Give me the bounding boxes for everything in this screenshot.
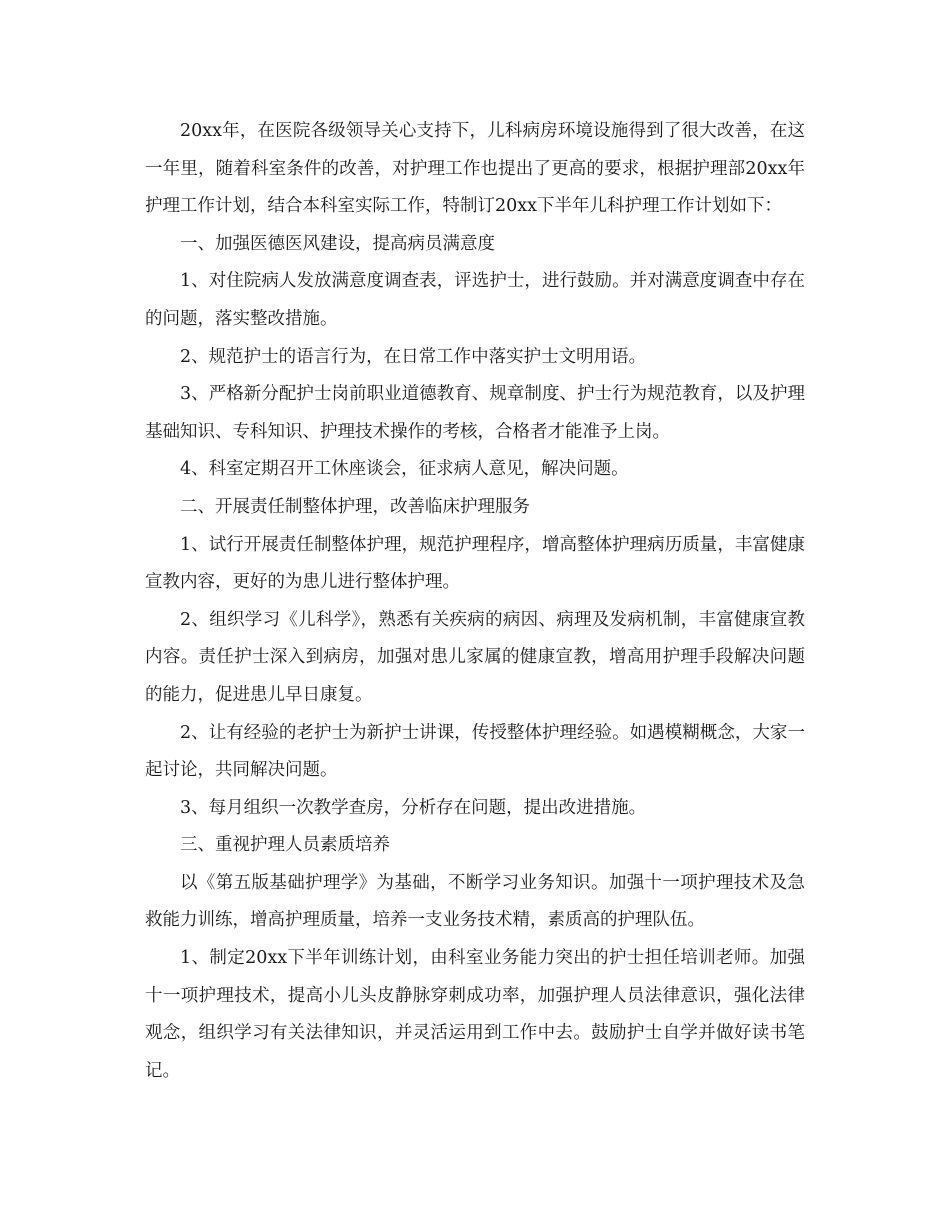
section-heading-2: 二、开展责任制整体护理，改善临床护理服务 [180,496,530,517]
body-paragraph: 3、每月组织一次教学查房，分析存在问题，提出改进措施。 [180,797,647,818]
section-heading-1: 一、加强医德医风建设，提高病员满意度 [180,233,495,254]
body-paragraph: 以《第五版基础护理学》为基础，不断学习业务知识。加强十一项护理技术及急救能力训练，增高护理质量，培养一支业务技术精，素质高的护理队伍。 [145,872,805,931]
body-paragraph: 2、让有经验的老护士为新护士讲课，传授整体护理经验。如遇模糊概念，大家一起讨论，共同解决问题。 [145,722,805,781]
body-paragraph: 1、试行开展责任制整体护理，规范护理程序，增高整体护理病历质量，丰富健康宣教内容，更好的为患儿进行整体护理。 [145,534,805,593]
body-paragraph: 3、严格新分配护士岗前职业道德教育、规章制度、护士行为规范教育，以及护理基础知识、专科知识、护理技术操作的考核，合格者才能准予上岗。 [145,384,805,442]
body-paragraph: 2、规范护士的语言行为，在日常工作中落实护士文明用语。 [180,346,647,367]
section-heading-3: 三、重视护理人员素质培养 [180,835,390,856]
body-paragraph: 4、科室定期召开工休座谈会，征求病人意见，解决问题。 [180,459,629,480]
body-paragraph: 2、组织学习《儿科学》，熟悉有关疾病的病因、病理及发病机制，丰富健康宣教内容。责任护士深入到病房，加强对患儿家属的健康宣教，增高用护理手段解决问题的能力，促进患儿早日康复。 [145,609,805,705]
intro-paragraph: 20xx年，在医院各级领导关心支持下，儿科病房环境设施得到了很大改善，在这一年里，随着科室条件的改善，对护理工作也提出了更高的要求，根据护理部20xx年护理工作计划，结合本科室实际工作，特制订20xx下半年儿科护理工作计划如下： [145,121,805,217]
body-paragraph: 1、对住院病人发放满意度调查表，评选护士，进行鼓励。并对满意度调查中存在的问题，落实整改措施。 [145,271,805,329]
body-paragraph: 1、制定20xx下半年训练计划，由科室业务能力突出的护士担任培训老师。加强十一项护理技术，提高小儿头皮静脉穿刺成功率，加强护理人员法律意识，强化法律观念，组织学习有关法律知识，并灵活运用到工作中去。鼓励护士自学并做好读书笔记。 [145,948,805,1081]
document-body [145,113,805,1090]
